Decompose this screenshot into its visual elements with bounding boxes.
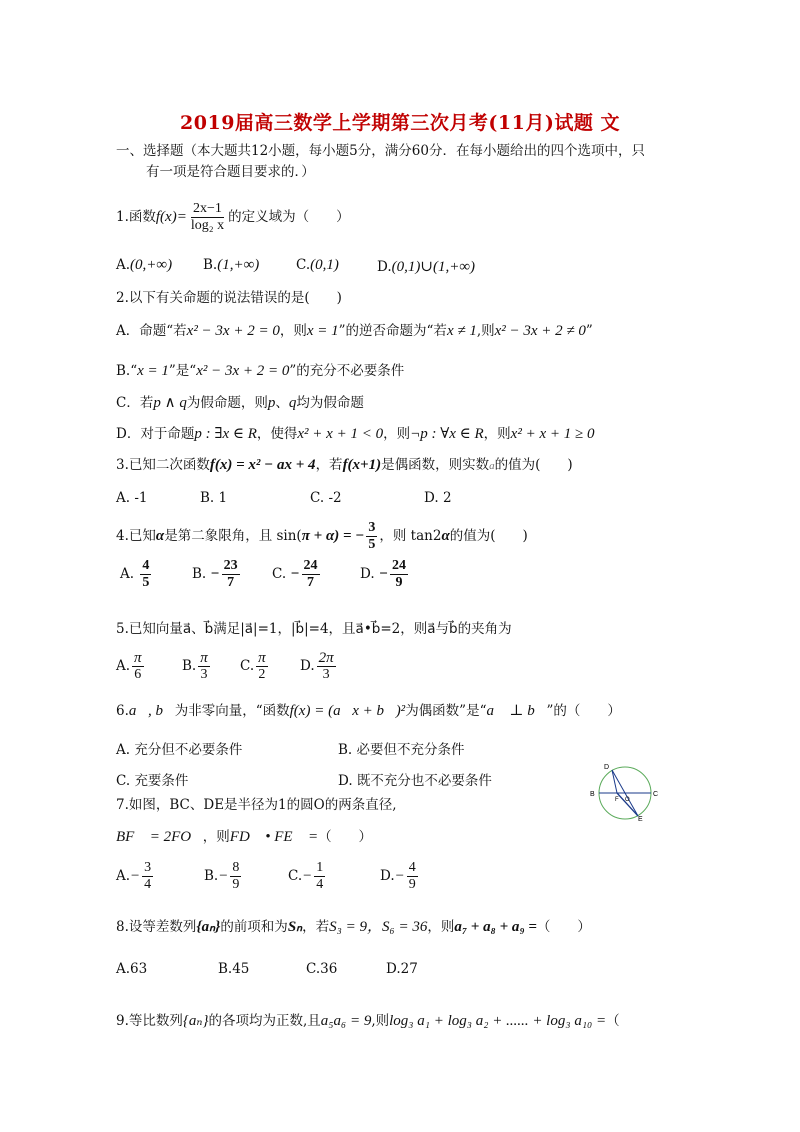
q1-suffix: 的定义域为（ ） (228, 209, 350, 225)
q2-option-b[interactable]: B.“x = 1”是“x² − 3x + 2 = 0”的充分不必要条件 (116, 363, 405, 379)
q7-circle-figure (588, 760, 662, 822)
q6-option-c[interactable]: C. 充要条件 (116, 773, 189, 789)
q1-option-a[interactable]: A.(0,+∞) (116, 257, 173, 273)
q6-option-a[interactable]: A. 充分但不必要条件 (116, 742, 243, 758)
q7-option-a[interactable]: A.− $\frac{3}{4}$ (116, 860, 152, 892)
label-e: E (638, 816, 643, 822)
q5-option-b[interactable]: B. $\frac{\pi}{3}$ (182, 650, 208, 682)
label-b: B (590, 791, 595, 798)
q3-option-a[interactable]: A. -1 (116, 490, 148, 506)
q2-option-c[interactable]: C．若p ∧ q为假命题，则p、q均为假命题 (116, 395, 364, 411)
q5-option-c[interactable]: C. $\frac{\pi}{2}$ (240, 650, 266, 682)
q8-option-c[interactable]: C.36 (306, 961, 338, 977)
section-instructions-line1: 一、选择题（本大题共12小题，每小题5分，满分60分．在每小题给出的四个选项中，只 (116, 143, 645, 159)
question-7-stem: 7.如图，BC、DE是半径为1的圆O的两条直径, (116, 797, 397, 813)
q4-option-b[interactable]: B. − $\frac{23}{7}$ (192, 558, 238, 590)
exam-title: 2019届高三数学上学期第三次月考(11月)试题 文 (180, 112, 620, 134)
question-4-stem: 4.已知α是第二象限角，且 sin(π + α) = − $\frac{3}{5}$ ，则 tan2α的值为( ) (116, 520, 528, 552)
label-d: D (604, 764, 610, 771)
question-9-stem: 9.等比数列{aₙ}的各项均为正数,且a₅a₆ = 9,则log₃ a₁ + log₃ a₂ + ...... + log₃ a₁₀ =（ (116, 1013, 620, 1029)
q4-option-d[interactable]: D. − $\frac{24}{9}$ (360, 558, 407, 590)
q3-option-c[interactable]: C. -2 (310, 490, 342, 506)
q1-prefix: 1.函数 (116, 209, 156, 225)
q8-option-a[interactable]: A.63 (116, 961, 148, 977)
question-5-stem: 5.已知向量a⃗、b⃗满足|a⃗|=1，|b⃗|=4，且a⃗•b⃗=2，则a⃗与b⃗的夹角为 (116, 621, 512, 637)
q1-denominator: log₂ x (190, 218, 225, 233)
q7-option-d[interactable]: D.− $\frac{4}{9}$ (380, 860, 416, 892)
question-1-stem (116, 200, 350, 234)
q8-option-b[interactable]: B.45 (218, 961, 250, 977)
q5-option-d[interactable]: D. $\frac{2\pi}{3}$ (300, 650, 334, 682)
q8-option-d[interactable]: D.27 (386, 961, 418, 977)
question-8-stem: 8.设等差数列{aₙ}的前项和为Sₙ，若S₃ = 9，S₆ = 36，则a₇ + a₈ + a₉ =（ ） (116, 919, 591, 935)
q7-option-b[interactable]: B.− $\frac{8}{9}$ (204, 860, 240, 892)
q6-option-b[interactable]: B. 必要但不充分条件 (338, 742, 465, 758)
q1-option-d[interactable]: D.(0,1)∪(1,+∞) (377, 259, 476, 275)
q1-function: f(x)= (155, 209, 187, 225)
q4-option-c[interactable]: C. − $\frac{24}{7}$ (272, 558, 318, 590)
q7-option-c[interactable]: C.− $\frac{1}{4}$ (288, 860, 324, 892)
label-f: F (615, 797, 619, 803)
q5-option-a[interactable]: A. $\frac{\pi}{6}$ (116, 650, 142, 682)
question-6-stem: 6.a⃗, b⃗为非零向量，“函数f(x) = (a⃗x + b⃗)²为偶函数”是“a⃗ ⊥ b⃗”的（ ） (116, 703, 621, 719)
q1-fraction (189, 201, 226, 234)
q3-option-b[interactable]: B. 1 (200, 490, 228, 506)
q6-option-d[interactable]: D. 既不充分也不必要条件 (338, 773, 492, 789)
label-c: C (653, 791, 659, 798)
question-3-stem: 3.已知二次函数f(x) = x² − ax + 4，若f(x+1)是偶函数，则实数a的值为( ) (116, 457, 573, 473)
q1-numerator: 2x−1 (193, 201, 222, 216)
q1-option-b[interactable]: B.(1,+∞) (203, 257, 260, 273)
section-instructions-line2: 有一项是符合题目要求的．） (146, 164, 315, 180)
q3-option-d[interactable]: D. 2 (424, 490, 452, 506)
label-o: O (625, 797, 630, 803)
q1-option-c[interactable]: C.(0,1) (296, 257, 339, 273)
q2-option-d[interactable]: D．对于命题p : ∃x ∈ R，使得x² + x + 1 < 0，则¬p : ∀x ∈ R，则x² + x + 1 ≥ 0 (116, 426, 595, 442)
question-2-stem: 2.以下有关命题的说法错误的是( ) (116, 290, 342, 306)
q2-option-a[interactable]: A．命题“若x² − 3x + 2 = 0，则x = 1”的逆否命题为“若x ≠ 1,则x² − 3x + 2 ≠ 0” (116, 323, 593, 339)
q4-option-a[interactable]: A. $\frac{4}{5}$ (120, 558, 150, 590)
question-7-condition: BF⃗ = 2FO⃗，则FD⃗ • FE⃗ =（ ） (116, 829, 373, 845)
